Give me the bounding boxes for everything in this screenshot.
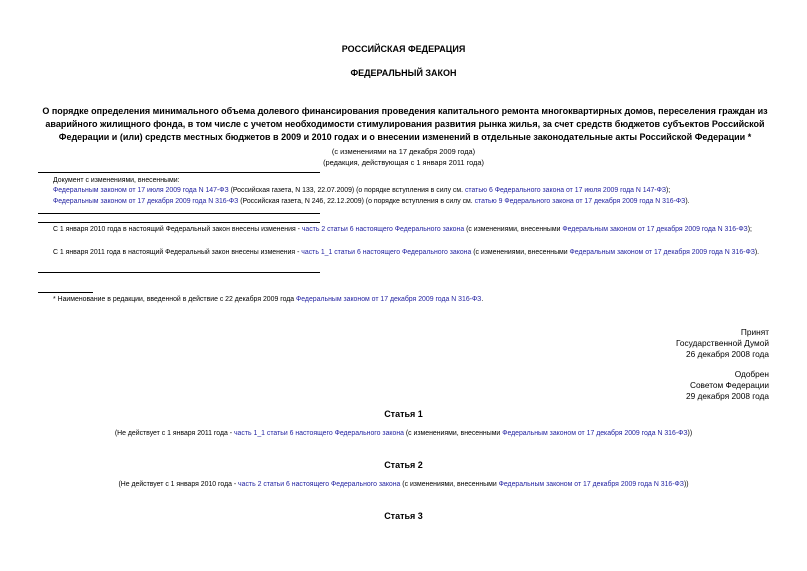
adopted-date: 26 декабря 2008 года xyxy=(686,349,769,359)
law-title: О порядке определения минимального объема долевого финансирования проведения капитального ремонта многоквартирных домов, переселения граждан из аварийного жилищного фонда, в том числе с учетом необходимости стимулирования развития рынка жилья, за счет средств бюджетов субъектов Российской Федерации и (или) средств местных бюджетов в 2009 и 2010 годах и о внесении изменений в отдельные законодательные акты Российской Федерации * xyxy=(42,106,768,142)
article-note-end: )) xyxy=(687,430,693,437)
info-item-text: (с изменениями, внесенными xyxy=(471,249,570,256)
changes-item xyxy=(53,197,773,207)
changes-item-text: (Российская газета, N 133, 22.07.2009) (о порядке вступления в силу см. xyxy=(228,187,465,194)
article-note xyxy=(0,480,807,490)
amending-law-link[interactable]: Федеральным законом от 17 декабря 2009 года N 316-ФЗ xyxy=(562,226,748,233)
approved-label: Одобрен xyxy=(734,369,769,379)
article-part-link[interactable]: часть 1_1 статьи 6 настоящего Федерального закона xyxy=(233,430,404,437)
entry-into-force-link[interactable]: статью 9 Федерального закона от 17 декабря 2009 года N 316-ФЗ xyxy=(474,198,686,205)
info-item-text: (с изменениями, внесенными xyxy=(464,226,563,233)
footnote-end: . xyxy=(481,296,484,303)
approved-by: Советом Федерации xyxy=(689,380,769,390)
amending-law-link[interactable]: Федеральным законом от 17 декабря 2009 года N 316-ФЗ xyxy=(569,249,755,256)
changes-top-divider xyxy=(38,172,320,173)
info-top-divider xyxy=(38,222,320,223)
amending-law-link[interactable]: Федеральным законом от 17 декабря 2009 года N 316-ФЗ xyxy=(296,296,482,303)
article-part-link[interactable]: часть 2 статьи 6 настоящего Федерального закона xyxy=(301,226,465,233)
article-note-text: (Не действует с 1 января 2011 года - xyxy=(114,430,234,437)
country-heading: РОССИЙСКАЯ ФЕДЕРАЦИЯ xyxy=(341,44,466,54)
info-item xyxy=(38,248,768,258)
article-note-text: (Не действует с 1 января 2010 года - xyxy=(118,481,239,488)
amending-law-link[interactable]: Федеральным законом от 17 декабря 2009 года N 316-ФЗ xyxy=(502,430,688,437)
article-part-link[interactable]: часть 1_1 статьи 6 настоящего Федерального закона xyxy=(301,249,472,256)
adopted-by: Государственной Думой xyxy=(675,338,769,348)
approved-date: 29 декабря 2008 года xyxy=(686,391,769,401)
edition-note: (редакция, действующая с 1 января 2011 года) xyxy=(323,158,484,167)
article-note-text: (с изменениями, внесенными xyxy=(403,430,503,437)
article-note-text: (с изменениями, внесенными xyxy=(400,481,499,488)
changes-item-text: (Российская газета, N 246, 22.12.2009) (о порядке вступления в силу см. xyxy=(238,198,475,205)
changes-item-end: ); xyxy=(666,187,671,194)
info-item-end: ); xyxy=(747,226,752,233)
footnote xyxy=(53,295,773,305)
article-heading: Статья 3 xyxy=(384,511,423,521)
changes-intro: Документ с изменениями, внесенными: xyxy=(53,177,180,184)
footnote-divider xyxy=(38,292,93,293)
changes-note: (с изменениями на 17 декабря 2009 года) xyxy=(331,147,476,156)
changes-bottom-divider xyxy=(38,213,320,214)
changes-item-end: ). xyxy=(685,198,690,205)
article-part-link[interactable]: часть 2 статьи 6 настоящего Федерального закона xyxy=(238,481,401,488)
info-item xyxy=(38,225,768,235)
changes-item xyxy=(53,186,773,196)
article-heading: Статья 2 xyxy=(384,460,423,470)
article-note-end: )) xyxy=(683,481,689,488)
doc-type-heading: ФЕДЕРАЛЬНЫЙ ЗАКОН xyxy=(350,68,457,78)
entry-into-force-link[interactable]: статью 6 Федерального закона от 17 июля 2009 года N 147-ФЗ xyxy=(464,187,666,194)
info-item-end: ). xyxy=(754,249,760,256)
article-note xyxy=(0,429,807,439)
amending-law-link[interactable]: Федеральным законом от 17 декабря 2009 года N 316-ФЗ xyxy=(53,198,239,205)
amending-law-link[interactable]: Федеральным законом от 17 декабря 2009 года N 316-ФЗ xyxy=(498,481,684,488)
adopted-label: Принят xyxy=(740,327,769,337)
info-bottom-divider xyxy=(38,272,320,273)
info-item-text: С 1 января 2011 года в настоящий Федеральный закон внесены изменения - xyxy=(53,249,302,256)
info-item-text: С 1 января 2010 года в настоящий Федеральный закон внесены изменения - xyxy=(53,226,302,233)
article-heading: Статья 1 xyxy=(384,409,423,419)
footnote-text: * Наименование в редакции, введенной в действие с 22 декабря 2009 года xyxy=(53,296,297,303)
amending-law-link[interactable]: Федеральным законом от 17 июля 2009 года N 147-ФЗ xyxy=(53,187,229,194)
